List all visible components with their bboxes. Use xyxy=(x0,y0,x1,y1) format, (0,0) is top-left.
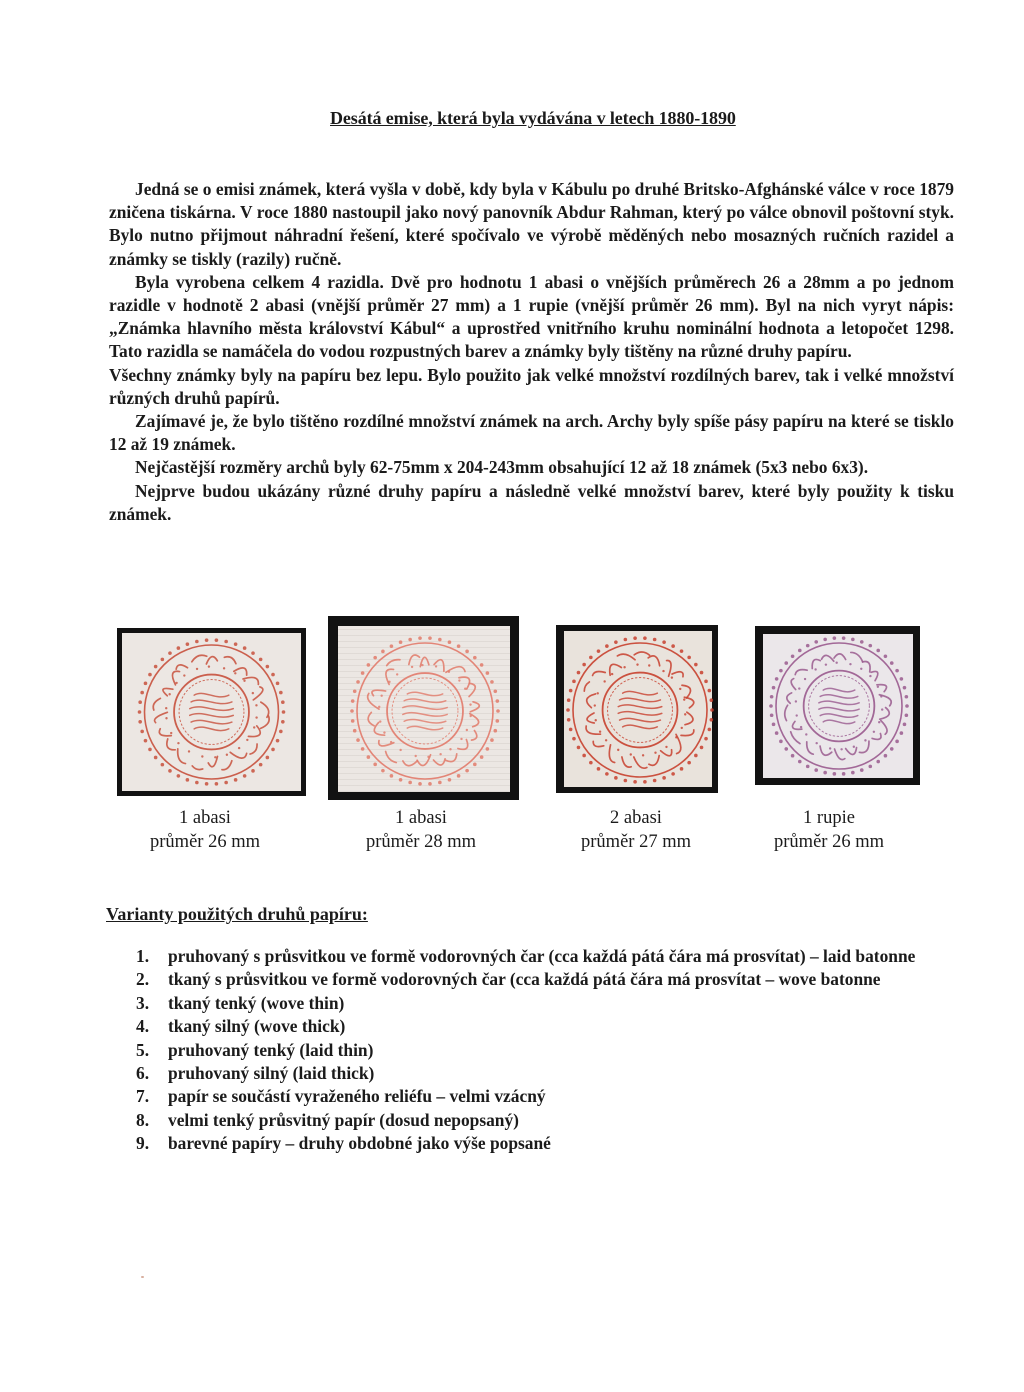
list-item xyxy=(130,1062,960,1085)
variants-heading: Varianty použitých druhů papíru: xyxy=(106,904,368,924)
list-number: 8. xyxy=(136,1109,150,1130)
stamp-image-1-abasi-28mm xyxy=(328,616,519,800)
stamp-value: 1 rupie xyxy=(803,808,855,828)
paragraph: Nejčastější rozměry archů byly 62-75mm x 204-243mm obsahující 12 až 18 známek (5x3 nebo 6x3). xyxy=(135,457,869,478)
list-text: tkaný silný (wove thick) xyxy=(168,1016,346,1037)
variants-list xyxy=(130,945,960,1156)
list-number: 6. xyxy=(136,1063,150,1084)
list-number: 5. xyxy=(136,1039,150,1060)
paper-speck xyxy=(141,1276,144,1278)
list-item xyxy=(130,1039,960,1062)
stamp-caption xyxy=(729,806,929,854)
list-item xyxy=(130,992,960,1015)
stamp-diameter: průměr 26 mm xyxy=(774,832,884,852)
list-number: 7. xyxy=(136,1086,150,1107)
stamp-caption xyxy=(105,806,305,854)
paragraph: Všechny známky byly na papíru bez lepu. Bylo použito jak velké množství rozdílných barev, tak i velké množství různých druhů papírů. xyxy=(109,364,954,408)
list-item xyxy=(130,1109,960,1132)
seal-impression xyxy=(344,636,506,786)
list-text: pruhovaný tenký (laid thin) xyxy=(168,1039,374,1060)
list-item xyxy=(130,1015,960,1038)
seal-impression xyxy=(769,636,909,776)
stamp-image-2-abasi-27mm xyxy=(556,625,718,793)
stamp-value: 1 abasi xyxy=(395,808,447,828)
list-item xyxy=(130,945,960,968)
list-number: 4. xyxy=(136,1016,150,1037)
list-number: 1. xyxy=(136,946,150,966)
list-number: 3. xyxy=(136,992,150,1013)
list-text: tkaný s průsvitkou ve formě vodorovných čar (cca každá pátá čára má prosvítat – wove batonne xyxy=(168,969,881,990)
list-text: velmi tenký průsvitný papír (dosud nepopsaný) xyxy=(168,1109,519,1130)
paragraph: Jedná se o emisi známek, která vyšla v době, kdy byla v Kábulu po druhé Britsko-Afghánské válce v roce 1879 zničena tiskárna. V roce 1880 nastoupil jako nový panovník Abdur Rahman, který po válce obnovil poštovní styk. Bylo nutno přijmout náhradní řešení, které spočívalo ve výrobě měděných nebo mosazných ručních razidel a známky se tiskly (razily) ručně. xyxy=(109,179,954,269)
list-number: 9. xyxy=(136,1133,150,1154)
paragraph: Nejprve budou ukázány různé druhy papíru a následně velké množství barev, které byly použity k tisku známek. xyxy=(109,480,954,524)
stamp-image-1-rupie-26mm xyxy=(755,626,920,785)
stamp-image-1-abasi-26mm xyxy=(117,628,306,796)
stamp-diameter: průměr 26 mm xyxy=(150,832,260,852)
list-text: papír se součástí vyraženého reliéfu – velmi vzácný xyxy=(168,1086,546,1107)
seal-impression xyxy=(129,638,294,786)
list-item xyxy=(130,1085,960,1108)
page-title: Desátá emise, která byla vydávána v letech 1880-1890 xyxy=(330,108,736,128)
stamp-value: 1 abasi xyxy=(179,808,231,828)
paragraph: Byla vyrobena celkem 4 razidla. Dvě pro hodnotu 1 abasi o vnějších průměrech 26 a 28mm a po jednom razidle v hodnotě 2 abasi (vnější průměr 27 mm) a 1 rupie (vnější průměr 26 mm). Byl na nich vyryt nápis: „Známka hlavního města království Kábul“ a uprostřed vnitřního kruhu nominální hodnota a letopočet 1298. Tato razidla se namáčela do vodou rozpustných barev a známky byly tištěny na různé druhy papíru. xyxy=(109,271,954,362)
seal-impression xyxy=(566,635,714,785)
stamp-caption xyxy=(536,806,736,854)
list-text: pruhovaný s průsvitkou ve formě vodorovných čar (cca každá pátá čára má prosvítat) – laid batonne xyxy=(168,946,916,966)
list-item xyxy=(130,1132,960,1155)
list-text: pruhovaný silný (laid thick) xyxy=(168,1063,375,1084)
list-item xyxy=(130,968,960,991)
stamp-diameter: průměr 28 mm xyxy=(366,832,476,852)
stamp-caption xyxy=(321,806,521,854)
stamp-value: 2 abasi xyxy=(610,808,662,828)
list-text: tkaný tenký (wove thin) xyxy=(168,992,345,1013)
stamp-diameter: průměr 27 mm xyxy=(581,832,691,852)
intro-text xyxy=(109,178,954,526)
list-text: barevné papíry – druhy obdobné jako výše popsané xyxy=(168,1133,551,1154)
list-number: 2. xyxy=(136,969,150,990)
paragraph: Zajímavé je, že bylo tištěno rozdílné množství známek na arch. Archy byly spíše pásy papíru na které se tisklo 12 až 19 známek. xyxy=(109,411,954,455)
